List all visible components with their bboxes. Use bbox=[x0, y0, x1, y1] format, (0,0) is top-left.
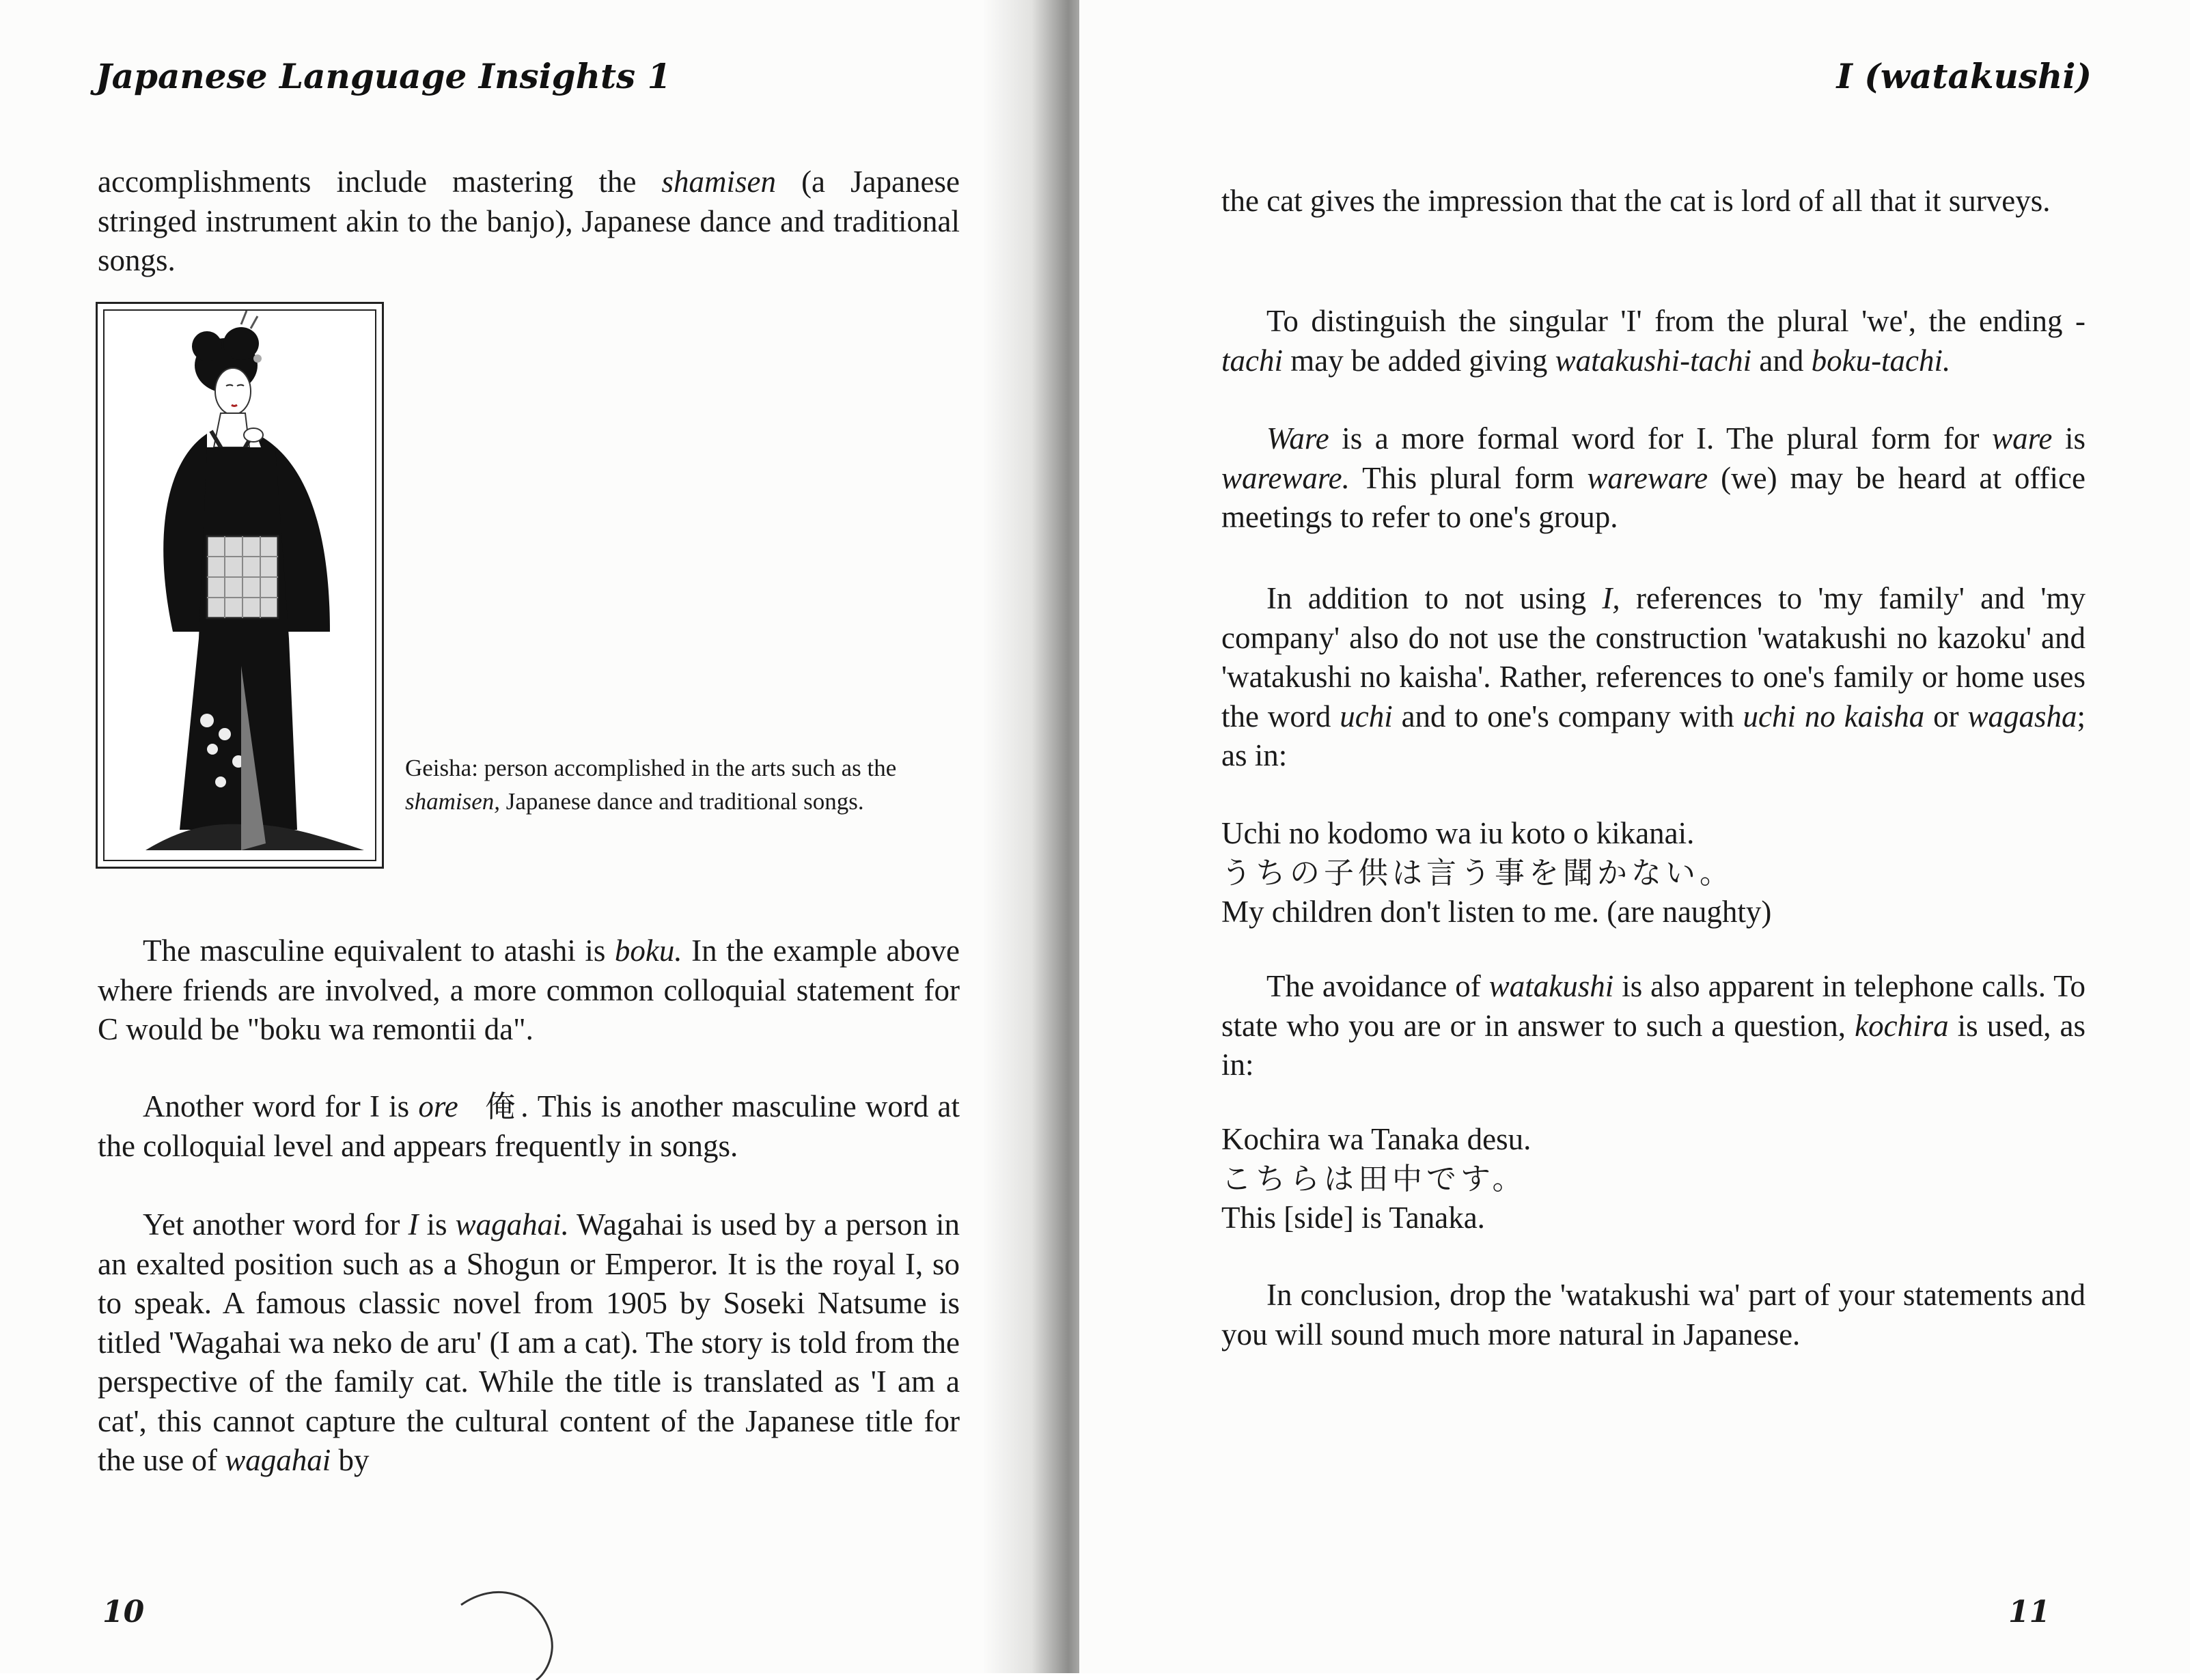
geisha-illustration bbox=[96, 302, 384, 869]
right-page-number: 11 bbox=[2008, 1595, 2051, 1629]
left-paragraph-3: Another word for I is ore 俺. This is another masculine word at the colloquial level and appears frequently in songs. bbox=[98, 1089, 960, 1163]
right-paragraph-4: In addition to not using I, references to 'my family' and 'my company' also do not use the construction 'watakushi no kazoku' and 'watakushi no kaisha'. Rather, references to one's family or home uses the word uchi and to one's company with uchi no kaisha or wagasha; as in: bbox=[1221, 581, 2085, 772]
right-paragraph-6: In conclusion, drop the 'watakushi wa' part of your statements and you will sound much more natural in Japanese. bbox=[1221, 1278, 2085, 1352]
example-1-japanese: うちの子供は言う事を聞かない。 bbox=[1221, 855, 1734, 891]
left-page-number: 10 bbox=[102, 1595, 145, 1629]
geisha-figure bbox=[105, 311, 375, 856]
right-paragraph-5: The avoidance of watakushi is also apparent in telephone calls. To state who you are or in answer to such a question, kochira is used, as in: bbox=[1221, 969, 2085, 1082]
left-paragraph-2: The masculine equivalent to atashi is boku. In the example above where friends are involved, a more common colloquial statement for C would be "boku wa remontii da". bbox=[98, 934, 960, 1046]
example-2-romaji: Kochira wa Tanaka desu. bbox=[1221, 1122, 1531, 1156]
left-paragraph-1: accomplishments include mastering the shamisen (a Japanese stringed instrument akin to the banjo), Japanese dance and traditional songs. bbox=[98, 165, 960, 277]
example-2-english: This [side] is Tanaka. bbox=[1221, 1201, 1485, 1235]
right-paragraph-1: the cat gives the impression that the cat is lord of all that it surveys. bbox=[1221, 184, 2051, 218]
example-1-english: My children don't listen to me. (are naughty) bbox=[1221, 895, 1772, 929]
example-1 bbox=[1221, 814, 2085, 932]
figure-caption: Geisha: person accomplished in the arts such as the shamisen, Japanese dance and traditional songs. bbox=[405, 755, 897, 815]
right-running-head: I (watakushi) bbox=[1836, 56, 2092, 96]
left-running-head: Japanese Language Insights 1 bbox=[96, 56, 671, 96]
right-paragraph-3: Ware is a more formal word for I. The plural form for ware is wareware. This plural form wareware (we) may be heard at office meetings to refer to one's group. bbox=[1221, 421, 2085, 534]
scan-smudge bbox=[454, 1584, 570, 1680]
example-2 bbox=[1221, 1120, 2085, 1238]
example-1-romaji: Uchi no kodomo wa iu koto o kikanai. bbox=[1221, 816, 1695, 850]
example-2-japanese: こちらは田中です。 bbox=[1221, 1161, 1527, 1196]
left-paragraph-4: Yet another word for I is wagahai. Wagahai is used by a person in an exalted position such as a Shogun or Emperor. It is the royal I, so to speak. A famous classic novel from 1905 by Soseki Natsume is titled 'Wagahai wa neko de aru' (I am a cat). The story is told from the perspective of the family cat. While the title is translated as 'I am a cat', this cannot capture the cultural content of the Japanese title for the use of wagahai by bbox=[98, 1207, 960, 1477]
right-paragraph-2: To distinguish the singular 'I' from the plural 'we', the ending -tachi may be added giving watakushi-tachi and boku-tachi. bbox=[1221, 304, 2085, 378]
left-page bbox=[0, 0, 1011, 1673]
